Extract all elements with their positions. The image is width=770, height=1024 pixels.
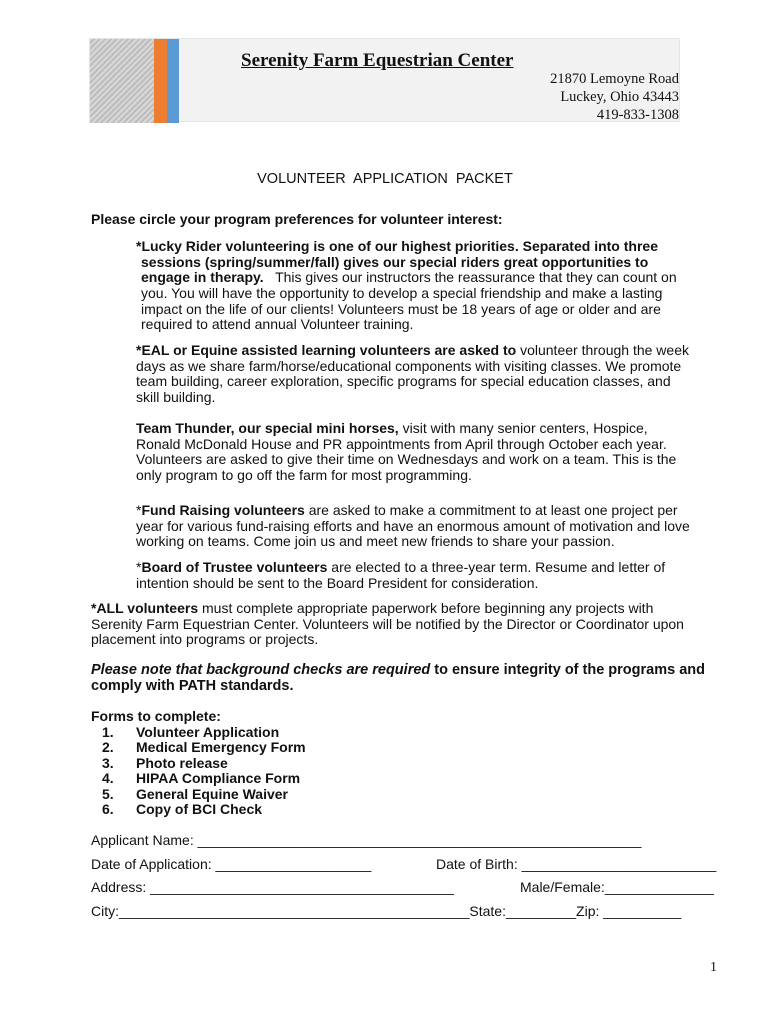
team-thunder-rest: visit with many senior centers, Hospice, — [398, 420, 648, 436]
eal-line: skill building. — [136, 389, 216, 405]
address-street: 21870 Lemoyne Road — [550, 71, 679, 87]
list-item: Medical Emergency Form — [136, 739, 306, 755]
team-thunder-line: only program to go off the farm for most programming. — [136, 467, 472, 483]
list-item-number: 1. — [102, 724, 114, 740]
all-volunteers-line — [91, 601, 653, 617]
all-volunteers-line: Serenity Farm Equestrian Center. Volunteers will be notified by the Director or Coordinator upon — [91, 616, 684, 632]
background-note-italic: Please note that background checks are required — [91, 662, 431, 678]
board-rest: are elected to a three-year term. Resume and letter of — [327, 559, 666, 575]
list-item-number: 3. — [102, 755, 114, 771]
lucky-rider-line: you. You will have the opportunity to develop a special friendship and make a lasting — [141, 285, 663, 301]
list-item: HIPAA Compliance Form — [136, 770, 301, 786]
letterhead-banner — [89, 38, 680, 122]
decorative-hatch — [90, 39, 154, 123]
decorative-orange-bar — [154, 39, 167, 123]
eal-line: days as we share farm/horse/educational components with visiting classes. We promote — [136, 358, 682, 374]
date-of-birth-field[interactable]: Date of Birth: _________________________ — [436, 856, 717, 872]
board-line — [136, 560, 665, 576]
background-note-line — [91, 663, 705, 679]
lucky-rider-rest: This gives our instructors the reassurance that they can count on — [263, 269, 677, 285]
fund-raising-line — [136, 503, 678, 519]
eal-rest: volunteer through the week — [516, 342, 689, 358]
board-bold: Board of Trustee volunteers — [141, 559, 328, 575]
intro-text: Please circle your program preferences for volunteer interest: — [91, 211, 503, 227]
lucky-rider-line: impact on the life of our clients! Volunteers must be 18 years of age or older and are — [141, 301, 661, 317]
board-line: intention should be sent to the Board President for consideration. — [136, 575, 539, 591]
fund-raising-rest: are asked to make a commitment to at least one project per — [304, 502, 678, 518]
list-item-number: 5. — [102, 786, 114, 802]
page-number: 1 — [710, 960, 717, 975]
fund-raising-line: working on teams. Come join us and meet new friends to share your passion. — [136, 533, 615, 549]
lucky-rider-line: *Lucky Rider volunteering is one of our highest priorities. Separated into three — [136, 238, 658, 254]
lucky-rider-line: required to attend annual Volunteer training. — [141, 316, 414, 332]
phone-number: 419-833-1308 — [596, 107, 679, 123]
list-item: Photo release — [136, 755, 228, 771]
team-thunder-line: Ronald McDonald House and PR appointments from April through October each year. — [136, 436, 667, 452]
city-state-zip-field[interactable]: City:_____________________________________________State:_________Zip: __________ — [91, 903, 682, 919]
all-volunteers-rest: must complete appropriate paperwork before beginning any projects with — [198, 600, 654, 616]
board-star: * — [136, 559, 142, 575]
lucky-rider-line — [141, 270, 677, 286]
eal-line — [136, 343, 689, 359]
eal-bold: *EAL or Equine assisted learning volunteers are asked to — [136, 342, 517, 358]
background-note-line: comply with PATH standards. — [91, 678, 294, 694]
fund-raising-line: year for various fund-raising efforts and have an enormous amount of motivation and love — [136, 518, 690, 534]
eal-line: team building, career exploration, specific programs for special education classes, and — [136, 373, 671, 389]
team-thunder-line: Volunteers are asked to give their time on Wednesdays and work on a team. This is the — [136, 451, 677, 467]
applicant-name-field[interactable]: Applicant Name: _________________________________________________________ — [91, 832, 642, 848]
list-item: Volunteer Application — [136, 724, 280, 740]
document-title: VOLUNTEER APPLICATION PACKET — [257, 171, 513, 187]
fund-raising-bold: Fund Raising volunteers — [141, 502, 305, 518]
gender-field[interactable]: Male/Female:______________ — [520, 879, 714, 895]
list-item: Copy of BCI Check — [136, 801, 263, 817]
lucky-rider-line: sessions (spring/summer/fall) gives our special riders great opportunities to — [141, 254, 649, 270]
team-thunder-line — [136, 421, 648, 437]
lucky-rider-bold: engage in therapy. — [141, 269, 264, 285]
list-item-number: 2. — [102, 739, 114, 755]
fund-raising-star: * — [136, 502, 142, 518]
all-volunteers-bold: *ALL volunteers — [91, 600, 199, 616]
list-item-number: 6. — [102, 801, 114, 817]
team-thunder-bold: Team Thunder, our special mini horses, — [136, 420, 399, 436]
organization-name: Serenity Farm Equestrian Center — [241, 50, 514, 71]
decorative-blue-bar — [167, 39, 179, 123]
all-volunteers-line: placement into programs or projects. — [91, 631, 319, 647]
date-of-application-field[interactable]: Date of Application: ____________________ — [91, 856, 372, 872]
forms-heading: Forms to complete: — [91, 708, 221, 724]
address-city: Luckey, Ohio 43443 — [560, 89, 679, 105]
address-field[interactable]: Address: _______________________________________ — [91, 879, 454, 895]
list-item-number: 4. — [102, 770, 114, 786]
list-item: General Equine Waiver — [136, 786, 288, 802]
background-note-rest: to ensure integrity of the programs and — [430, 662, 705, 678]
